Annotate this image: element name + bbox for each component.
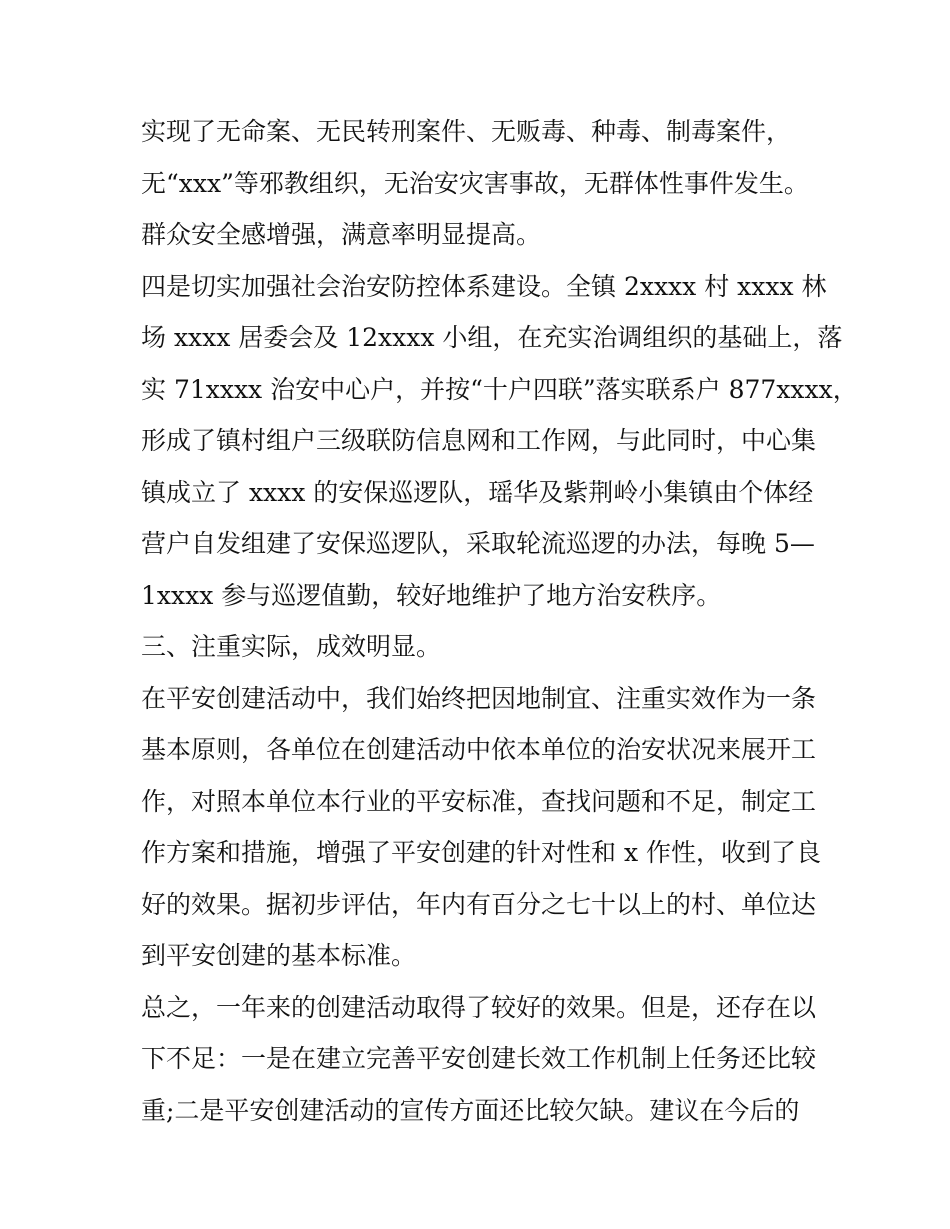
text-line: 实 71xxxx 治安中心户，并按“十户四联”落实联系户 877xxxx， [141, 374, 858, 404]
text-line: 群众安全感增强，满意率明显提高。 [141, 220, 542, 249]
document-body [141, 106, 858, 1136]
text-line: 无“xxx”等邪教组织，无治安灾害事故，无群体性事件发生。 [141, 168, 809, 198]
text-line: 作方案和措施，增强了平安创建的针对性和 x 作性，收到了良 [141, 838, 821, 867]
text-line: 总之，一年来的创建活动取得了较好的效果。但是，还存在以 [141, 992, 817, 1022]
text-line: 四是切实加强社会治安防控体系建设。全镇 2xxxx 村 xxxx 林 [141, 271, 827, 301]
text-line: 场 xxxx 居委会及 12xxxx 小组，在充实治调组织的基础上，落 [141, 323, 843, 352]
text-line: 营户自发组建了安保巡逻队，采取轮流巡逻的办法，每晚 5— [141, 529, 815, 558]
text-line: 作，对照本单位本行业的平安标准，查找问题和不足，制定工 [141, 786, 817, 816]
text-line: 下不足：一是在建立完善平安创建长效工作机制上任务还比较 [141, 1044, 817, 1073]
text-line: 基本原则，各单位在创建活动中依本单位的治安状况来展开工 [141, 735, 817, 764]
text-line: 到平安创建的基本标准。 [141, 941, 417, 970]
text-line: 在平安创建活动中，我们始终把因地制宜、注重实效作为一条 [141, 683, 817, 713]
text-line: 1xxxx 参与巡逻值勤，较好地维护了地方治安秩序。 [141, 580, 722, 610]
section-heading: 三、注重实际，成效明显。 [141, 632, 442, 661]
text-line: 实现了无命案、无民转刑案件、无贩毒、种毒、制毒案件， [141, 117, 792, 146]
text-line: 好的效果。据初步评估，年内有百分之七十以上的村、单位达 [141, 889, 817, 919]
text-line: 重;二是平安创建活动的宣传方面还比较欠缺。建议在今后的 [141, 1095, 800, 1125]
text-line: 镇成立了 xxxx 的安保巡逻队，瑶华及紫荆岭小集镇由个体经 [141, 477, 814, 507]
text-line: 形成了镇村组户三级联防信息网和工作网，与此同时，中心集 [141, 426, 817, 455]
